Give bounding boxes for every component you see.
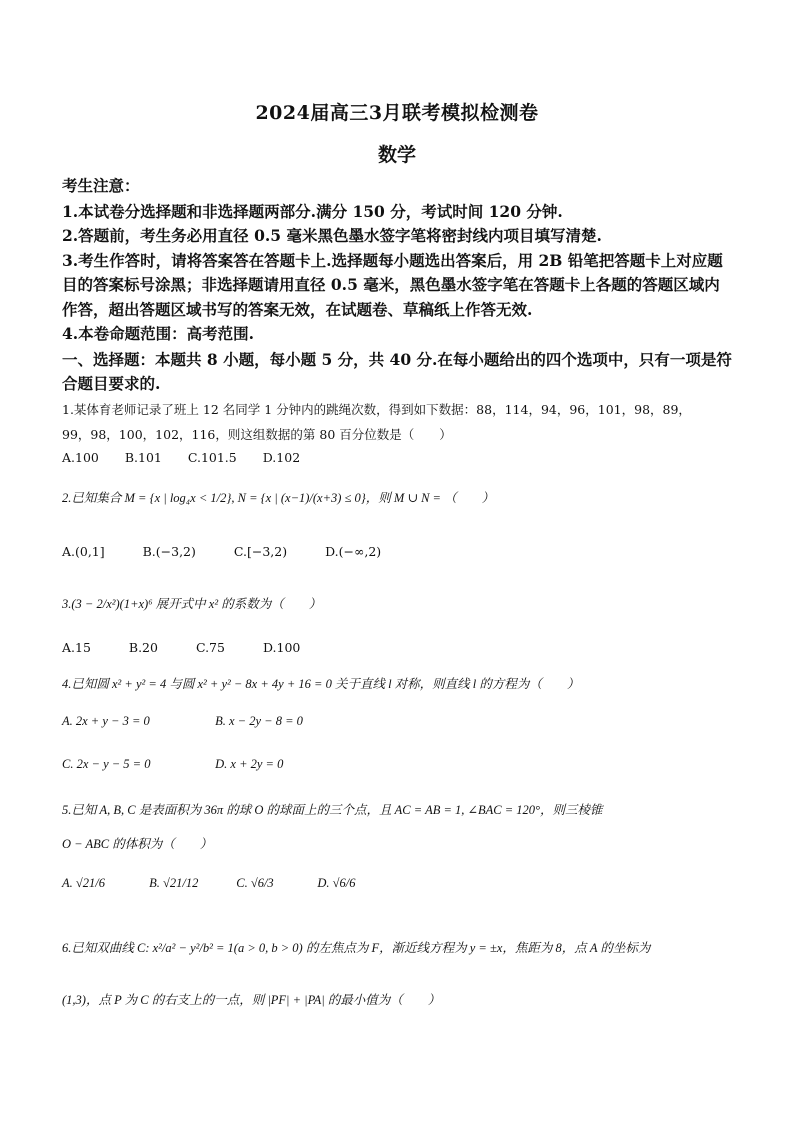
- notice-heading: 考生注意：: [62, 176, 140, 195]
- question-5-line-2: O − ABC 的体积为（ ）: [62, 837, 213, 851]
- question-2-options: [62, 544, 415, 559]
- question-1-options: [62, 450, 322, 465]
- option-a[interactable]: A.(0,1]: [62, 544, 105, 559]
- option-a[interactable]: A.100: [62, 450, 99, 465]
- question-5-options: [62, 876, 378, 891]
- option-b[interactable]: B.101: [124, 450, 162, 465]
- option-a[interactable]: A. 2x + y − 3 = 0: [62, 714, 150, 728]
- notice-line-6: 4.本卷命题范围：高考范围.: [62, 324, 255, 343]
- question-5-line-1: 5.已知 A, B, C 是表面积为 36π 的球 O 的球面上的三个点，且 AC = AB = 1, ∠BAC = 120°，则三棱锥: [62, 803, 603, 817]
- question-4-options-row-1: [62, 714, 325, 729]
- option-c[interactable]: C.101.5: [187, 450, 237, 465]
- option-c[interactable]: C.[−3,2): [233, 544, 288, 559]
- question-4-options-row-2: [62, 757, 305, 772]
- option-d[interactable]: D. x + 2y = 0: [215, 757, 284, 771]
- question-2-stem: 2.已知集合 M = {x | log₄x < 1/2}, N = {x | (x−1)/(x+3) ≤ 0}，则 M ∪ N = （ ）: [62, 491, 495, 505]
- section-heading-1: 一、选择题：本题共 8 小题，每小题 5 分，共 40 分.在每小题给出的四个选项中，只有一项是符: [62, 350, 732, 369]
- option-c[interactable]: C. √6/3: [236, 876, 274, 890]
- option-a[interactable]: A.15: [62, 640, 91, 655]
- option-d[interactable]: D. √6/6: [317, 876, 356, 890]
- notice-line-5: 作答，超出答题区域书写的答案无效，在试题卷、草稿纸上作答无效.: [62, 300, 533, 319]
- question-3-stem: 3.(3 − 2/x²)(1+x)⁶ 展开式中 x² 的系数为（ ）: [62, 597, 322, 611]
- option-b[interactable]: B. x − 2y − 8 = 0: [215, 714, 303, 728]
- option-d[interactable]: D.102: [262, 450, 301, 465]
- notice-line-1: 1.本试卷分选择题和非选择题两部分.满分 150 分，考试时间 120 分钟.: [62, 202, 563, 221]
- option-b[interactable]: B.(−3,2): [142, 544, 196, 559]
- question-1-line-1: 1.某体育老师记录了班上 12 名同学 1 分钟内的跳绳次数，得到如下数据：88，114，94，96，101，98，89，: [62, 402, 691, 417]
- option-c[interactable]: C. 2x − y − 5 = 0: [62, 757, 151, 771]
- option-d[interactable]: D.100: [262, 640, 301, 655]
- option-c[interactable]: C.75: [195, 640, 225, 655]
- question-1-line-2: 99，98，100，102，116，则这组数据的第 80 百分位数是（ ）: [62, 427, 452, 442]
- notice-line-3: 3.考生作答时，请将答案答在答题卡上.选择题每小题选出答案后，用 2B 铅笔把答题卡上对应题: [62, 251, 723, 270]
- exam-title: 2024届高三3月联考模拟检测卷: [255, 102, 539, 124]
- notice-line-2: 2.答题前，考生务必用直径 0.5 毫米黑色墨水签字笔将密封线内项目填写清楚.: [62, 226, 602, 245]
- option-b[interactable]: B.20: [128, 640, 158, 655]
- subject-title: 数学: [377, 144, 416, 166]
- notice-line-4: 目的答案标号涂黑；非选择题请用直径 0.5 毫米，黑色墨水签字笔在答题卡上各题的答题区域内: [62, 275, 720, 294]
- section-heading-2: 合题目要求的.: [62, 374, 161, 393]
- question-6-line-2: (1,3)，点 P 为 C 的右支上的一点，则 |PF| + |PA| 的最小值为（ ）: [62, 993, 441, 1007]
- option-d[interactable]: D.(−∞,2): [325, 544, 382, 559]
- option-b[interactable]: B. √21/12: [149, 876, 199, 890]
- question-4-stem: 4.已知圆 x² + y² = 4 与圆 x² + y² − 8x + 4y + 16 = 0 关于直线 l 对称，则直线 l 的方程为（ ）: [62, 677, 580, 691]
- option-a[interactable]: A. √21/6: [62, 876, 105, 890]
- question-6-line-1: 6.已知双曲线 C: x²/a² − y²/b² = 1(a > 0, b > 0) 的左焦点为 F，渐近线方程为 y = ±x，焦距为 8，点 A 的坐标为: [62, 941, 651, 955]
- question-3-options: [62, 640, 334, 655]
